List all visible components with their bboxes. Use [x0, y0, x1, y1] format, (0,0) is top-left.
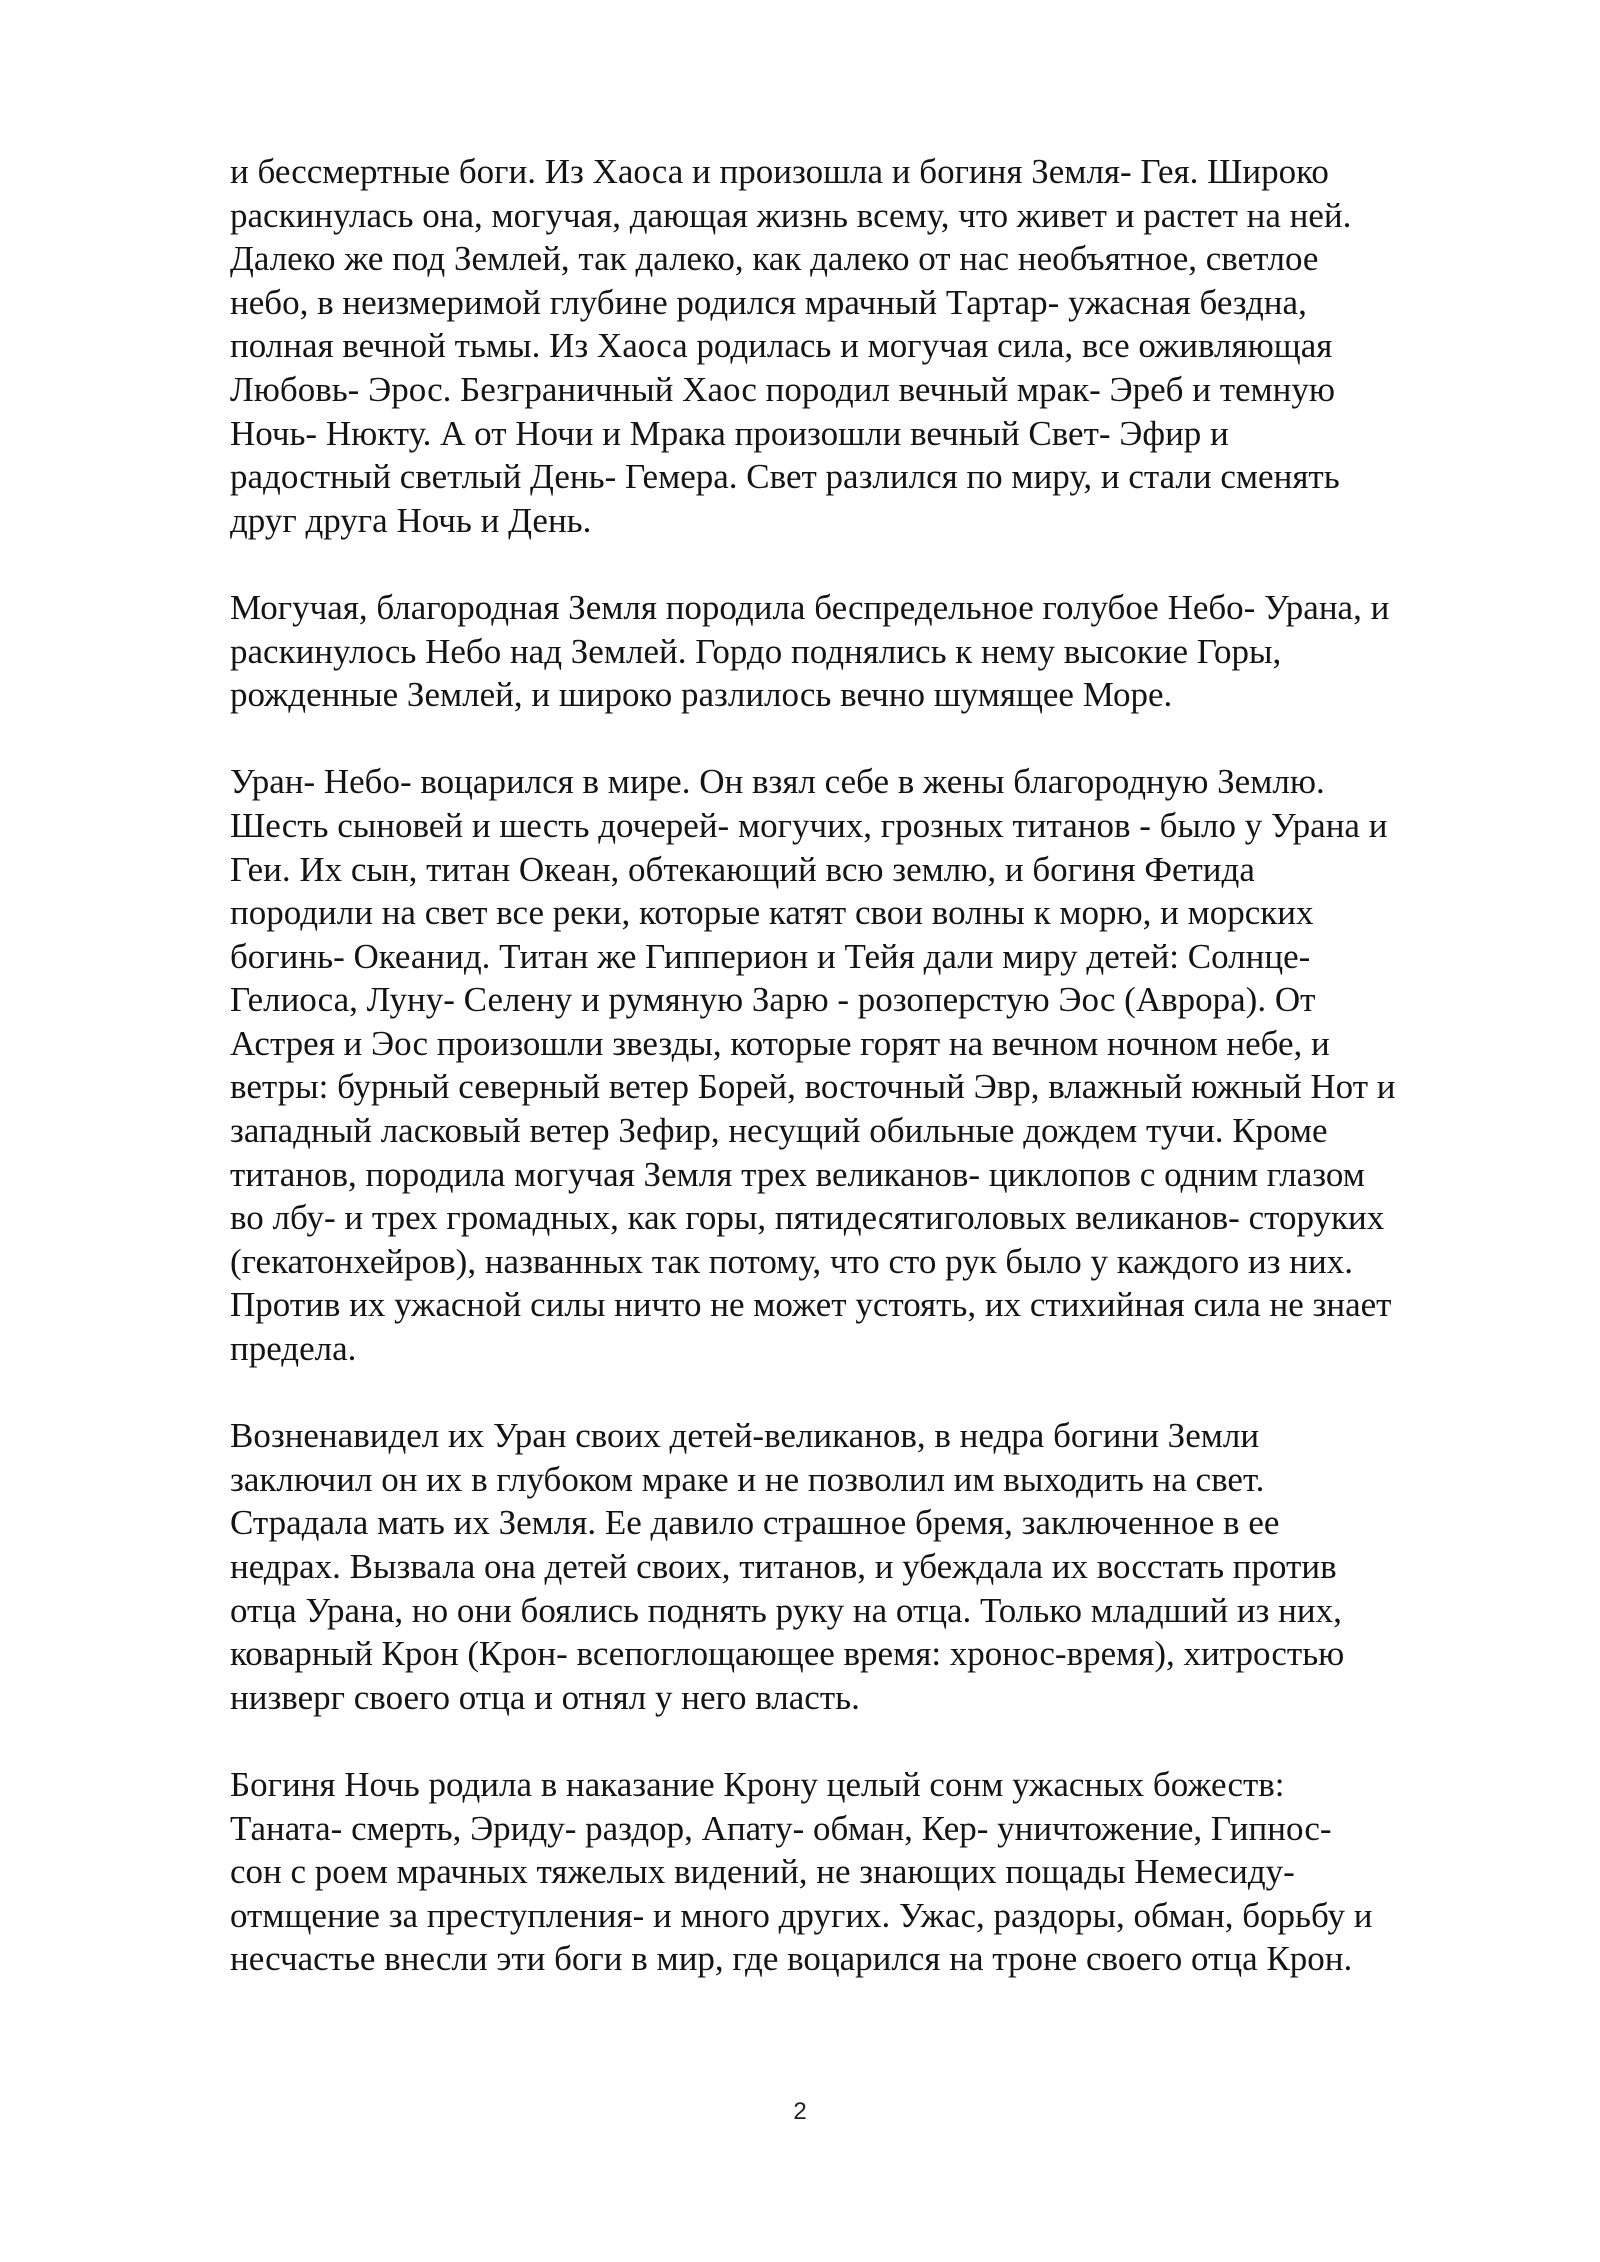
text-line: Могучая, благородная Земля породила беспредельное голубое Небо- Урана, и [230, 587, 1390, 627]
text-line: Шесть сыновей и шесть дочерей- могучих, грозных титанов - было у Урана и [230, 805, 1388, 845]
text-line: друг друга Ночь и День. [230, 500, 592, 540]
text-line: недрах. Вызвала она детей своих, титанов, и убеждала их восстать против [230, 1547, 1337, 1586]
paragraph [230, 760, 1530, 1370]
text-line: предела. [230, 1329, 357, 1369]
text-line: породили на свет все реки, которые катят свои волны к морю, и морских [230, 893, 1314, 933]
text-line: отца Урана, но они боялись поднять руку на отца. Только младший из них, [230, 1590, 1342, 1630]
paragraph [230, 150, 1530, 542]
text-line: сон с роем мрачных тяжелых видений, не знающих пощады Немесиду- [230, 1852, 1295, 1892]
text-line: во лбу- и трех громадных, как горы, пятидесятиголовых великанов- сторуких [230, 1198, 1385, 1238]
text-line: радостный светлый День- Гемера. Свет разлился по миру, и стали сменять [230, 457, 1340, 497]
text-line: Любовь- Эрос. Безграничный Хаос породил вечный мрак- Эреб и темную [230, 369, 1336, 409]
text-line: раскинулась она, могучая, дающая жизнь всему, что живет и растет на ней. [230, 195, 1352, 235]
text-line: Астрея и Эос произошли звезды, которые горят на вечном ночном небе, и [230, 1023, 1330, 1063]
text-line: Богиня Ночь родила в наказание Крону целый сонм ужасных божеств: [230, 1764, 1285, 1804]
text-line: Геи. Их сын, титан Океан, обтекающий всю землю, и богиня Фетида [230, 849, 1255, 889]
text-line: Ночь- Нюкту. А от Ночи и Мрака произошли вечный Свет- Эфир и [230, 413, 1229, 453]
text-line: Таната- смерть, Эриду- раздор, Апату- обман, Кер- уничтожение, Гипнос- [230, 1808, 1332, 1848]
text-line: низверг своего отца и отнял у него власть. [230, 1677, 860, 1717]
text-line: небо, в неизмеримой глубине родился мрачный Тартар- ужасная бездна, [230, 282, 1307, 322]
text-line: богинь- Океанид. Титан же Гипперион и Тейя дали миру детей: Солнце- [230, 936, 1311, 976]
text-line: Страдала мать их Земля. Ее давило страшное бремя, заключенное в ее [230, 1503, 1280, 1543]
text-line: титанов, породила могучая Земля трех великанов- циклопов с одним глазом [230, 1154, 1365, 1194]
text-line: заключил он их в глубоком мраке и не позволил им выходить на свет. [230, 1459, 1265, 1499]
paragraph [230, 586, 1530, 717]
paragraph [230, 1414, 1530, 1719]
text-line: Уран- Небо- воцарился в мире. Он взял себе в жены благородную Землю. [230, 762, 1325, 802]
text-line: Против их ужасной силы ничто не может устоять, их стихийная сила не знает [230, 1285, 1392, 1325]
text-line: несчастье внесли эти боги в мир, где воцарился на троне своего отца Крон. [230, 1939, 1353, 1979]
text-line: Возненавидел их Уран своих детей-великанов, в недра богини Земли [230, 1416, 1260, 1456]
text-line: коварный Крон (Крон- всепоглощающее время: хронос-время), хитростью [230, 1634, 1345, 1674]
text-line: Далеко же под Землей, так далеко, как далеко от нас необъятное, светлое [230, 239, 1319, 279]
text-line: полная вечной тьмы. Из Хаоса родилась и могучая сила, все оживляющая [230, 326, 1333, 366]
text-line: ветры: бурный северный ветер Борей, восточный Эвр, влажный южный Нот и [230, 1067, 1396, 1107]
body-text [230, 150, 1530, 2025]
text-line: западный ласковый ветер Зефир, несущий обильные дождем тучи. Кроме [230, 1111, 1328, 1151]
page-number: 2 [793, 2098, 807, 2125]
paragraph [230, 1763, 1530, 1981]
text-line: рожденные Землей, и широко разлилось вечно шумящее Море. [230, 675, 1173, 715]
text-line: (гекатонхейров), названных так потому, что сто рук было у каждого из них. [230, 1241, 1353, 1281]
text-line: раскинулось Небо над Землей. Гордо поднялись к нему высокие Горы, [230, 631, 1282, 671]
text-line: Гелиоса, Луну- Селену и румяную Зарю - розоперстую Эос (Аврора). От [230, 980, 1316, 1020]
text-line: и бессмертные боги. Из Хаоса и произошла и богиня Земля- Гея. Широко [230, 152, 1329, 191]
text-line: отмщение за преступления- и много других. Ужас, раздоры, обман, борьбу и [230, 1895, 1373, 1935]
